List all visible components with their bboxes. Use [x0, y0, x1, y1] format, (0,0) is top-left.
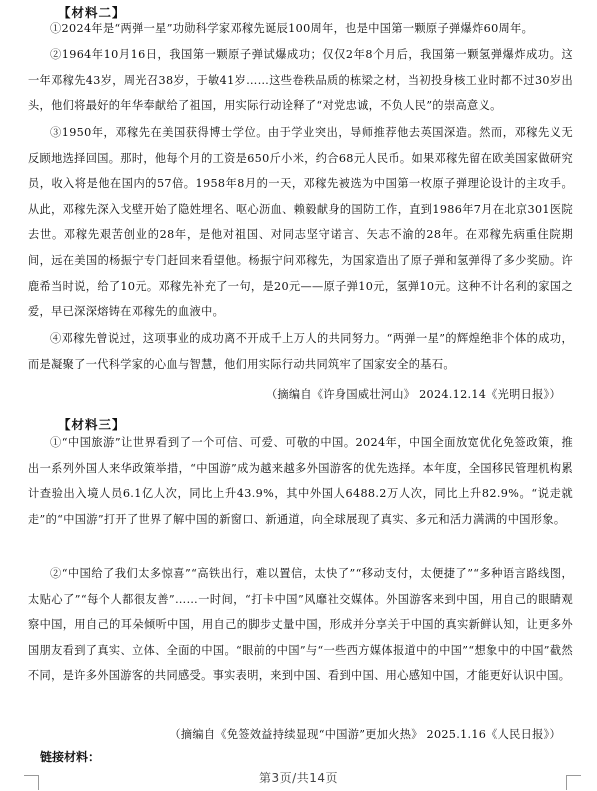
- material-3-paragraph-2: ②“中国给了我们太多惊喜”“高铁出行，难以置信，太快了”“移动支付，太便捷了”“多种语言路线图，太贴心了”“每个人都很友善”……一时间，“打卡中国”风靡社交媒体。外国游客来到中国，用自己的眼睛观察中国，用自己的耳朵倾听中国，用自己的脚步丈量中国，形成并分享关于中国的真实新鲜认知，让更多外国朋友看到了真实、立体、全面的中国。“眼前的中国”与“一些西方媒体报道中的中国”“想象中的中国”截然不同，是许多外国游客的共同感受。事实表明，来到中国、看到中国、用心感知中国，才能更好认识中国。: [28, 567, 573, 683]
- material-2-paragraph-3: ③1950年，邓稼先在美国获得博士学位。由于学业突出，导师推荐他去英国深造。然而，邓稼先义无反顾地选择回国。那时，他每个月的工资是650斤小米，约合68元人民币。如果邓稼先留在欧美国家做研究员，收入将是他在国内的57倍。1958年8月的一天，邓稼先被选为中国第一枚原子弹理论设计的主攻手。从此，邓稼先深入戈壁开始了隐姓埋名、呕心沥血、赖毅献身的国防工作，直到1986年7月在北京301医院去世。邓稼先艰苦创业的28年，是他对祖国、对同志坚守诺言、矢志不渝的28年。在邓稼先病重住院期间，远在美国的杨振宁专门赶回来看望他。杨振宁问邓稼先，为国家造出了原子弹和氢弹得了多少奖励。许鹿希当时说，给了10元。邓稼先补充了一句，是20元——原子弹10元，氢弹10元。这种不计名利的家国之爱，早已深深熔铸在邓稼先的血液中。: [28, 126, 573, 319]
- material-3-heading: 【材料三】: [58, 417, 126, 432]
- material-2-heading: 【材料二】: [58, 5, 126, 20]
- material-2-paragraph-2: ②1964年10月16日，我国第一颗原子弹试爆成功；仅仅2年8个月后，我国第一颗氢弹爆炸成功。这一年邓稼先43岁，周光召38岁，于敏41岁……这些卷秩品质的栋梁之材，当初投身核工业时都不过30岁出头，他们将最好的年华奉献给了祖国，用实际行动诠释了“对党忠诚，不负人民”的崇高意义。: [28, 48, 573, 113]
- material-2-paragraph-1: ①2024年是“两弹一星”功勋科学家邓稼先诞辰100周年，也是中国第一颗原子弹爆炸60周年。: [50, 22, 534, 35]
- material-3-paragraph-1: ①“中国旅游”让世界看到了一个可信、可爱、可敬的中国。2024年，中国全面放宽优化免签政策，推出一系列外国人来华政策举措，“中国游”成为越来越多外国游客的优先选择。本年度，全国移民管理机构累计查验出入境人员6.1亿人次，同比上升43.9%，其中外国人6488.2万人次，同比上升82.9%。“说走就走”的“中国游”打开了世界了解中国的新窗口、新通道，向全球展现了真实、多元和活力满满的中国形象。: [28, 436, 573, 526]
- material-3-source: （摘编自《免签效益持续显现“中国游”更加火热》 2025.1.16《人民日报》）: [169, 728, 561, 741]
- link-material-label: 链接材料：: [40, 750, 101, 764]
- page-number-footer: 第3页/共14页: [259, 771, 338, 785]
- material-2-paragraph-4: ④邓稼先曾说过，这项事业的成功离不开成千上万人的共同努力。“两弹一星”的辉煌绝非个体的成功，而是凝聚了一代科学家的心血与智慧，他们用实际行动共同筑牢了国家安全的基石。: [28, 332, 573, 371]
- material-2-source: （摘编自《许身国威壮河山》 2024.12.14《光明日报》）: [265, 388, 561, 401]
